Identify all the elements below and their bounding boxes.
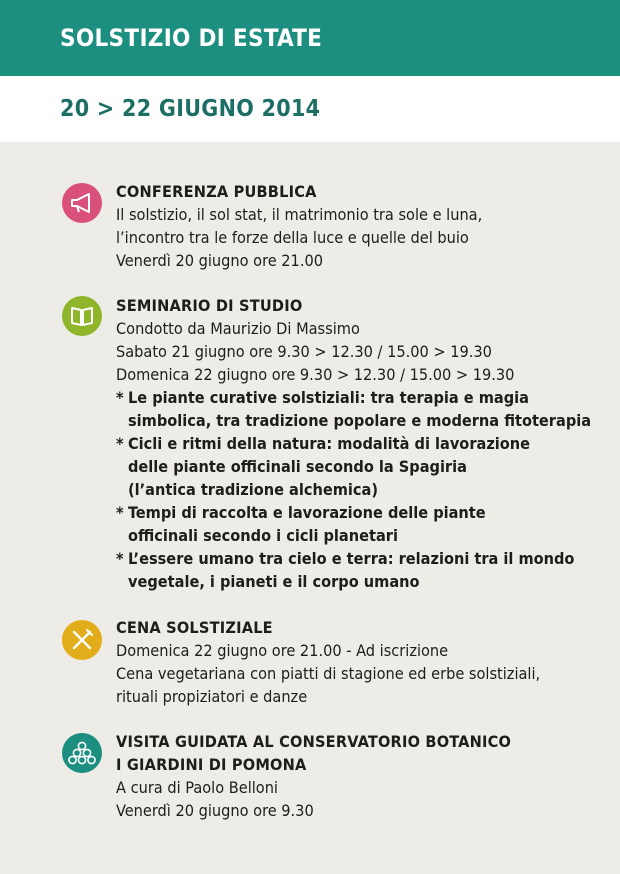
seminar-line: Domenica 22 giugno ore 9.30 > 12.30 / 15.00 > 19.30	[116, 365, 515, 384]
seminar-line: Condotto da Maurizio Di Massimo	[116, 319, 360, 338]
header-bar	[0, 0, 620, 76]
conference-line: Il solstizio, il sol stat, il matrimonio tra sole e luna,	[116, 205, 483, 224]
fork-knife-icon	[62, 620, 102, 660]
megaphone-icon	[62, 183, 102, 223]
event-dates: 20 > 22 GIUGNO 2014	[60, 96, 321, 122]
seminar-topic-text: L’essere umano tra cielo e terra: relazioni tra il mondo vegetale, i pianeti e il corpo umano	[128, 549, 575, 591]
bullet-asterisk: *	[116, 549, 124, 568]
bullet-asterisk: *	[116, 388, 124, 407]
seminar-line: Sabato 21 giugno ore 9.30 > 12.30 / 15.00 > 19.30	[116, 342, 492, 361]
seminar-topic	[116, 432, 606, 501]
seminar-topic	[116, 547, 606, 593]
dinner-line: rituali propiziatori e danze	[116, 687, 308, 706]
section-title: SEMINARIO DI STUDIO	[116, 296, 303, 315]
bullet-asterisk: *	[116, 434, 124, 453]
conference-line: l’incontro tra le forze della luce e quelle del buio	[116, 228, 469, 247]
section-title: CENA SOLSTIZIALE	[116, 618, 273, 637]
date-band	[0, 76, 620, 142]
visit-line: Venerdì 20 giugno ore 9.30	[116, 801, 314, 820]
conference-line: Venerdì 20 giugno ore 21.00	[116, 251, 323, 270]
section-title: I GIARDINI DI POMONA	[116, 755, 307, 774]
section-title: VISITA GUIDATA AL CONSERVATORIO BOTANICO	[116, 732, 512, 751]
section-title: CONFERENZA PUBBLICA	[116, 182, 317, 201]
dinner-line: Cena vegetariana con piatti di stagione ed erbe solstiziali,	[116, 664, 541, 683]
page-title: SOLSTIZIO DI ESTATE	[60, 24, 323, 52]
garden-icon	[62, 733, 102, 773]
seminar-topic-text: Tempi di raccolta e lavorazione delle piante officinali secondo i cicli planetari	[128, 503, 486, 545]
book-icon	[62, 296, 102, 336]
visit-line: A cura di Paolo Belloni	[116, 778, 278, 797]
seminar-topic	[116, 501, 606, 547]
bullet-asterisk: *	[116, 503, 124, 522]
seminar-topic-text: Cicli e ritmi della natura: modalità di lavorazione delle piante officinali secondo la Spagiria (l’antica tradizione alchemica)	[128, 434, 531, 499]
dinner-line: Domenica 22 giugno ore 21.00 - Ad iscrizione	[116, 641, 449, 660]
seminar-topic-text: Le piante curative solstiziali: tra terapia e magia simbolica, tra tradizione popolare e moderna fitoterapia	[128, 388, 592, 430]
seminar-topic	[116, 386, 606, 432]
